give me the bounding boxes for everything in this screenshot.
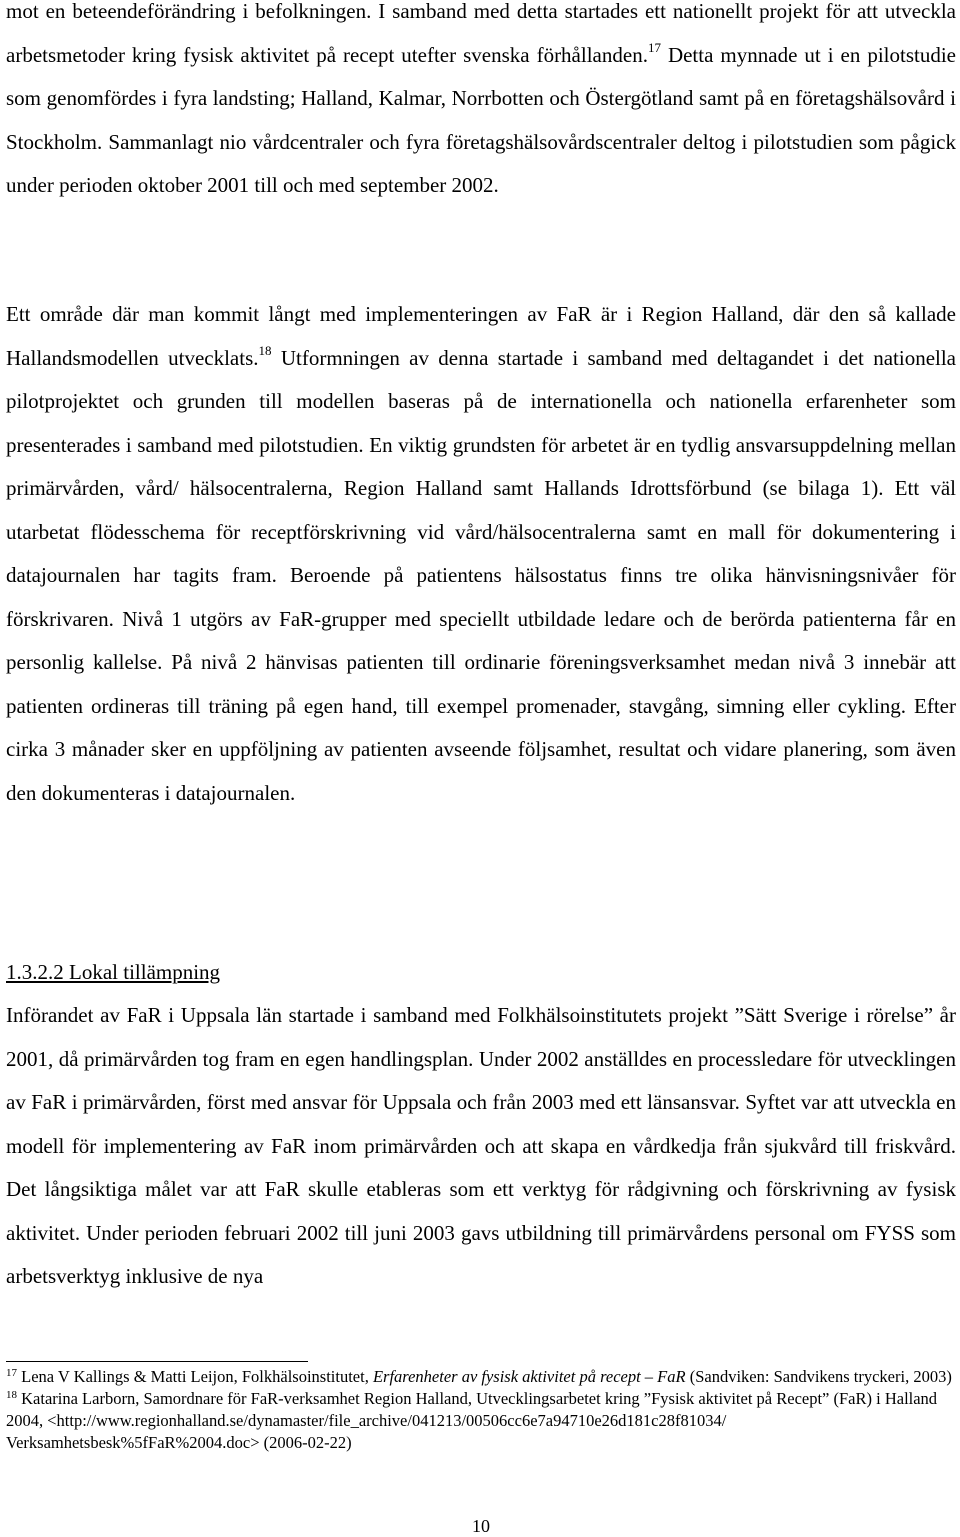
paragraph-pilot-project xyxy=(6,0,956,208)
footnote-title: Erfarenheter av fysisk aktivitet på recept – FaR xyxy=(372,1367,686,1386)
paragraph-hallandsmodellen xyxy=(6,293,956,815)
paragraph-text: mot en beteendeförändring i befolkningen. I samband med detta startades ett nationellt projekt för att utveckla arbetsmetoder kring fysisk aktivitet på recept utefter svenska förhållanden. xyxy=(6,0,956,67)
paragraph-text: Utformningen av denna startade i samband med deltagandet i det nationella pilotprojektet och grunden till modellen baseras på de internationella och nationella erfarenheter som presenterades i samband med pilotstudien. En viktig grundsten för arbetet är en tydlig ansvarsuppdelning mellan primärvården, vård/ hälsocentralerna, Region Halland samt Hallands Idrottsförbund (se bilaga 1). Ett väl utarbetat flödesschema för receptförskrivning vid vård/hälsocentralerna samt en mall för dokumentering i datajournalen har tagits fram. Beroende på patientens hälsostatus finns tre olika hänvisningsnivåer för förskrivaren. Nivå 1 utgörs av FaR-grupper med speciellt utbildade ledare och de berörda patienterna får en personlig kallelse. På nivå 2 hänvisas patienten till ordinarie föreningsverksamhet medan nivå 3 innebär att patienten ordineras till träning på egen hand, till exempel promenader, stavgång, simning eller cykling. Efter cirka 3 månader sker en uppföljning av patienten avseende följsamhet, resultat och vidare planering, som även den dokumenteras i datajournalen. xyxy=(6,345,957,805)
footnote-reference-18[interactable]: 18 xyxy=(258,342,272,358)
footnote-reference-17[interactable]: 17 xyxy=(647,39,661,55)
footnote-number: 17 xyxy=(6,1366,17,1379)
footnote-text: Lena V Kallings & Matti Leijon, Folkhälsoinstitutet, xyxy=(17,1367,373,1386)
footnote-divider xyxy=(6,1361,308,1362)
footnotes xyxy=(6,1366,956,1454)
footnote-number: 18 xyxy=(6,1388,17,1401)
footnote-18 xyxy=(6,1388,956,1454)
page-number: 10 xyxy=(472,1516,490,1536)
section-heading: 1.3.2.2 Lokal tillämpning xyxy=(6,960,221,984)
footnote-text: (Sandviken: Sandvikens tryckeri, 2003) xyxy=(685,1367,952,1386)
paragraph-text: Ett område där man kommit långt med implementeringen av FaR är i Region Halland, där den så kallade Hallandsmodellen utvecklats. xyxy=(6,302,956,370)
document-page xyxy=(6,0,956,1537)
paragraph-uppsala: Införandet av FaR i Uppsala län startade i samband med Folkhälsoinstitutets projekt ”Sätt Sverige i rörelse” år 2001, då primärvården tog fram en egen handlingsplan. Under 2002 anställdes en processledare för utvecklingen av FaR i primärvården, först med ansvar för Uppsala och från 2003 med ett länsansvar. Syftet var att utveckla en modell för implementering av FaR inom primärvården och att skapa en vårdkedja från sjukvård till friskvård. Det långsiktiga målet var att FaR skulle etableras som ett verktyg för rådgivning och förskrivning av fysisk aktivitet. Under perioden februari 2002 till juni 2003 gavs utbildning till primärvårdens personal om FYSS som arbetsverktyg inklusive de nya xyxy=(6,1003,956,1288)
footnote-17 xyxy=(6,1366,956,1388)
paragraph-text: Detta mynnade ut i en pilotstudie som genomfördes i fyra landsting; Halland, Kalmar, Norrbotten och Östergötland samt på en företagshälsovård i Stockholm. Sammanlagt nio vårdcentraler och fyra företagshälsovårdscentraler deltog i pilotstudien som pågick under perioden oktober 2001 till och med september 2002. xyxy=(6,42,957,197)
footnote-text: Katarina Larborn, Samordnare för FaR-verksamhet Region Halland, Utvecklingsarbetet kring ”Fysisk aktivitet på Recept” (FaR) i Halland 2004, <http://www.regionhalland.se/dynamaster/file_archive/041213/00506cc6e7a94710e26d181c28f81034/ Verksamhetsbesk%5fFaR%2004.doc> (2006-02-22) xyxy=(6,1389,938,1452)
